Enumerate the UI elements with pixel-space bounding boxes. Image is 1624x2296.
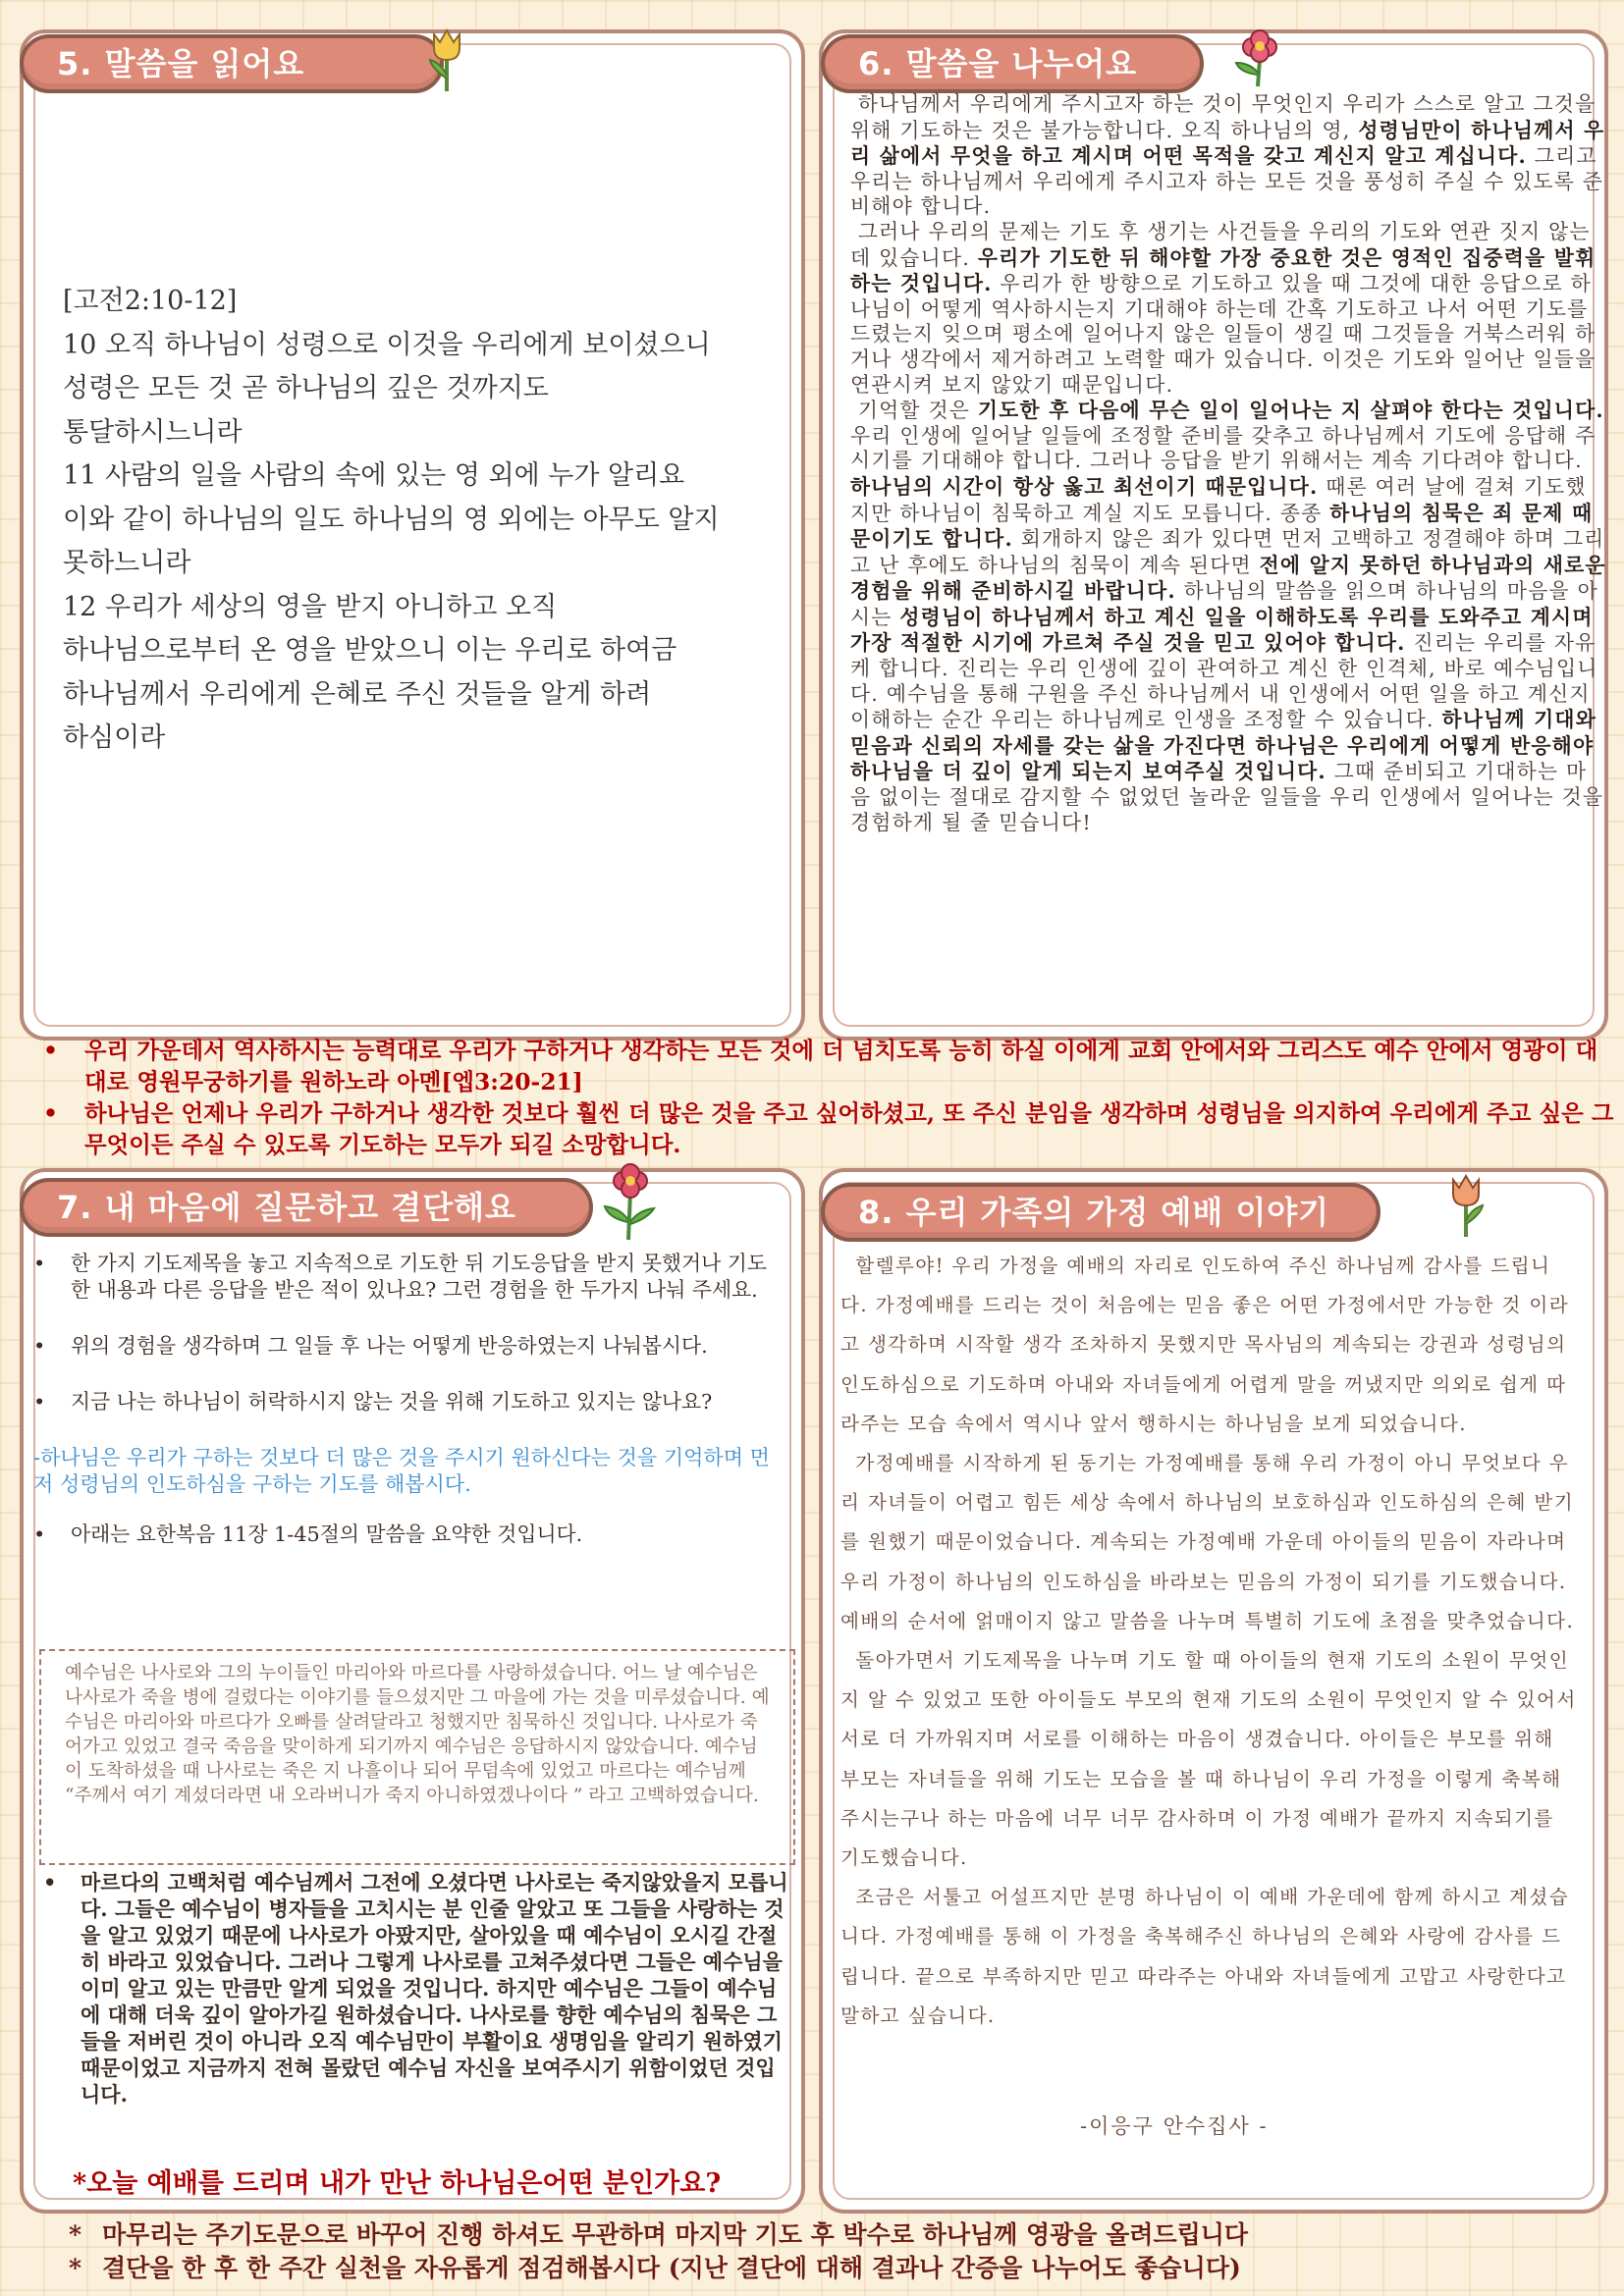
tulip-orange-icon xyxy=(1441,1170,1490,1239)
story-span: 조금은 서툴고 어설프지만 분명 하나님이 이 예배 가운데에 함께 하시고 계셨습니다. 가정예배를 통해 이 가정을 축복해주신 하나님의 은혜와 사랑에 감사를 드립니다. 끝으로 부족하지만 믿고 따라주는 아내와 자녀들에게 고맙고 사랑한다고 말하고 싶습니다. xyxy=(840,1886,1570,2027)
sharing-span: 하나님의 말씀을 읽으며 하나님의 마음을 아시는 xyxy=(850,579,1598,629)
section-title: 6. 말씀을 나누어요 xyxy=(858,45,1138,82)
red-bullet-list xyxy=(43,1035,1614,1160)
sharing-span: 때론 여러 날에 걸쳐 기도했지만 하나님이 침묵하고 계실 지도 모릅니다. 종종 xyxy=(850,474,1587,525)
reflection-text xyxy=(43,1869,799,2108)
footer-note: * 마무리는 주기도문으로 바꾸어 진행 하셔도 무관하며 마지막 기도 후 박수로 하나님께 영광을 올려드립니다 xyxy=(69,2218,1620,2252)
sharing-span: 기억할 것은 xyxy=(857,399,978,423)
prayer-guide-text: -하나님은 우리가 구하는 것보다 더 많은 것을 주시기 원하신다는 것을 기억하며 먼저 성령님의 인도하심을 구하는 기도를 해봅시다. xyxy=(33,1446,770,1496)
sharing-paragraph xyxy=(850,220,1606,398)
story-span: 할렐루야! 우리 가정을 예배의 자리로 인도하여 주신 하나님께 감사를 드립니다. 가정예배를 드리는 것이 처음에는 믿음 좋은 어떤 가정에서만 가능한 것 이라고 생각하며 시작할 생각 조차하지 못했지만 목사님의 계속되는 강권과 성령님의 인도하심으로 기도하며 아내와 자녀들에게 어렵게 말을 꺼냈지만 의외로 쉽게 따라주는 모습 속에서 역시나 앞서 행하시는 하나님을 보게 되었습니다. xyxy=(840,1255,1570,1435)
tab-question-decide xyxy=(20,1178,593,1237)
tab-family-story xyxy=(821,1183,1380,1242)
section-title: 5. 말씀을 읽어요 xyxy=(57,45,305,82)
section-title: 7. 내 마음에 질문하고 결단해요 xyxy=(57,1189,516,1226)
sharing-span: 우리 인생에 일어날 일들에 조정할 준비를 갖추고 하나님께서 기도에 응답해 주시기를 기대해야 합니다. 그러나 응답을 받기 위해서는 계속 기다려야 합니다. xyxy=(850,423,1597,473)
john11-summary-box xyxy=(39,1649,795,1865)
question-item: • 한 가지 기도제목을 놓고 지속적으로 기도한 뒤 기도응답을 받지 못했거나 기도한 내용과 다른 응답을 받은 적이 있나요? 그런 경험을 한 두가지 나눠 주세요. xyxy=(33,1251,780,1304)
question-list xyxy=(33,1251,789,1548)
sharing-bold: 하나님의 시간이 항상 옳고 최선이기 때문입니다. xyxy=(850,473,1319,499)
sharing-span: 그리고 우리는 하나님께서 우리에게 주시고자 하는 모든 것을 풍성히 주실 수 있도록 준비해야 합니다. xyxy=(850,144,1604,219)
sharing-paragraph xyxy=(850,92,1606,220)
sharing-bold: 하나님의 침묵은 죄 문제 때문이기도 합니다. xyxy=(850,500,1594,552)
sharing-span: 그러나 우리의 문제는 기도 후 생기는 사건들을 우리의 기도와 연관 짓지 않는 데 있습니다. xyxy=(850,219,1591,270)
scripture-line: 하나님으로부터 온 영을 받았으니 이는 우리로 하여금 xyxy=(63,635,677,666)
scripture-line: 12 우리가 세상의 영을 받지 아니하고 오직 xyxy=(63,591,558,622)
sharing-span: 회개하지 않은 죄가 있다면 먼저 고백하고 정결해야 하며 그리고 난 후에도 하나님의 침묵이 계속 된다면 xyxy=(850,527,1605,577)
story-paragraph xyxy=(840,1878,1577,2036)
sharing-span: 그때 준비되고 기대하는 마음 없이는 절대로 감지할 수 없었던 놀라운 일들을 우리 인생에서 일어나는 것을 경험하게 될 줄 믿습니다! xyxy=(850,760,1604,834)
sharing-bold: 성령님이 하나님께서 하고 계신 일을 이해하도록 우리를 도와주고 계시며 가장 적절한 시기에 가르쳐 주실 것을 믿고 있어야 합니다. xyxy=(850,604,1594,656)
scripture-line: 성령은 모든 것 곧 하나님의 깊은 것까지도 xyxy=(63,373,549,403)
family-story-text xyxy=(840,1247,1577,2036)
sharing-bold: 성령님만이 하나님께서 우리 삶에서 무엇을 하고 계시며 어떤 목적을 갖고 계신지 알고 계십니다. xyxy=(850,117,1605,169)
sharing-span: 진리는 우리를 자유케 합니다. 진리는 우리 인생에 깊이 관여하고 계신 한 인격체, 바로 예수님입니다. 예수님을 통해 구원을 주신 하나님께서 내 인생에서 어떤 일을 하고 계신지 이해하는 순간 우리는 하나님께로 인생을 조정할 수 있습니다. xyxy=(850,631,1598,732)
sharing-paragraph xyxy=(850,398,1606,835)
scripture-line: 하나님께서 우리에게 은혜로 주신 것들을 알게 하려 xyxy=(63,678,652,710)
story-span: 돌아가면서 기도제목을 나누며 기도 할 때 아이들의 현재 기도의 소원이 무엇인지 알 수 있었고 또한 아이들도 부모의 현재 기도의 소원이 무엇인지 알 수 있어서 서로 더 가까워지며 서로를 이해하는 마음이 생겼습니다. 아이들은 부모를 위해 부모는 자녀들을 위해 기도는 모습을 볼 때 하나님이 우리 가정을 이렇게 축복해 주시는구나 하는 마음에 너무 너무 감사하며 이 가정 예배가 끝까지 지속되기를 기도했습니다. xyxy=(840,1649,1577,1870)
footer-notes xyxy=(69,2218,1620,2285)
reflection-prompt: *오늘 예배를 드리며 내가 만난 하나님은어떤 분인가요? xyxy=(73,2168,722,2199)
story-span: 가정예배를 시작하게 된 동기는 가정예배를 통해 우리 가정이 아니 무엇보다 우리 자녀들이 어렵고 힘든 세상 속에서 하나님의 보호하심과 인도하심의 은혜 받기를 원했기 때문이었습니다. 계속되는 가정예배 가운데 아이들의 믿음이 자라나며 우리 가정이 하나님의 인도하심을 바라보는 믿음의 가정이 되기를 기도했습니다. 예배의 순서에 얽매이지 않고 말씀을 나누며 특별히 기도에 초점을 맞추었습니다. xyxy=(840,1452,1575,1632)
sharing-bold: 우리가 기도한 뒤 해야할 가장 중요한 것은 영적인 집중력을 발휘하는 것입니다. xyxy=(850,244,1597,296)
sharing-bold: 기도한 후 다음에 무슨 일이 일어나는 지 살펴야 한다는 것입니다. xyxy=(977,398,1604,423)
scripture-line: 이와 같이 하나님의 일도 하나님의 영 외에는 아무도 알지 xyxy=(63,504,720,535)
tab-share-word xyxy=(821,34,1204,93)
question-item: • 지금 나는 하나님이 허락하시지 않는 것을 위해 기도하고 있지는 않나요? xyxy=(33,1389,780,1415)
flower-pink-icon xyxy=(1232,29,1291,88)
footer-note: * 결단을 한 후 한 주간 실천을 자유롭게 점검해봅시다 (지난 결단에 대해 결과나 간증을 나누어도 좋습니다) xyxy=(69,2252,1620,2285)
sharing-span: 하나님께서 우리에게 주시고자 하는 것이 무엇인지 우리가 스스로 알고 그것을 위해 기도하는 것은 불가능합니다. 오직 하나님의 영, xyxy=(850,92,1597,142)
story-paragraph xyxy=(840,1444,1577,1641)
question-item: • 위의 경험을 생각하며 그 일들 후 나는 어떻게 반응하였는지 나눠봅시다. xyxy=(33,1333,780,1360)
scripture-line: 10 오직 하나님이 성령으로 이것을 우리에게 보이셨으니 xyxy=(63,329,711,360)
section-title: 8. 우리 가족의 가정 예배 이야기 xyxy=(858,1194,1330,1231)
scripture-line: 하심이라 xyxy=(63,722,166,753)
sharing-text xyxy=(850,92,1606,835)
story-paragraph xyxy=(840,1641,1577,1878)
scripture-text xyxy=(63,280,770,761)
scripture-line: 통달하시느니라 xyxy=(63,416,243,448)
question-item: • 마르다의 고백처럼 예수님께서 그전에 오셨다면 나사로는 죽지않았을지 모릅니다. 그들은 예수님이 병자들을 고치시는 분 인줄 알았고 또 그들을 사랑하는 것을 알고 있었기 때문에 나사로가 아팠지만, 살아있을 때 예수님이 오시길 간절히 바라고 있었습니다. 그러나 그렇게 나사로를 고쳐주셨다면 그들은 예수님을 이미 알고 있는 만큼만 알게 되었을 것입니다. 하지만 예수님은 그들이 예수님에 대해 더욱 깊이 알아가길 원하셨습니다. 나사로를 향한 예수님의 침묵은 그들을 저버린 것이 아니라 오직 예수님만이 부활이요 생명임을 알리기 원하였기 때문이었고 지금까지 전혀 몰랐던 예수님 자신을 보여주시기 위함이었던 것입니다. xyxy=(43,1869,789,2108)
tulip-yellow-icon xyxy=(422,25,471,93)
sharing-bold: 전에 알지 못하던 하나님과의 새로운 경험을 위해 준비하시길 바랍니다. xyxy=(850,552,1606,604)
tab-read-word xyxy=(20,34,444,93)
sharing-span: 우리가 한 방향으로 기도하고 있을 때 그것에 대한 응답으로 하나님이 어떻게 역사하시는지 기대해야 하는데 간혹 기도하고 나서 어떤 기도를 드렸는지 잊으며 평소에 일어나지 않은 일들이 생길 때 그것들을 거북스러워 하거나 생각에서 제거하려고 노력할 때가 있습니다. 이것은 기도와 일어난 일들을 연관시켜 보지 않았기 때문입니다. xyxy=(850,272,1597,397)
sharing-bold: 하나님께 기대와 믿음과 신뢰의 자세를 갖는 삶을 가진다면 하나님은 우리에게 어떻게 반응해야 하나님을 더 깊이 알게 되는지 보여주실 것입니다. xyxy=(850,707,1597,784)
story-paragraph xyxy=(840,1247,1577,1444)
red-bullet-item: • 우리 가운데서 역사하시는 능력대로 우리가 구하거나 생각하는 모든 것에 더 넘치도록 능히 하실 이에게 교회 안에서와 그리스도 예수 안에서 영광이 대대로 영원무궁하기를 원하노라 아멘[엡3:20-21] xyxy=(43,1035,1614,1097)
scripture-ref: [고전2:10-12] xyxy=(63,286,238,316)
flower-red-icon xyxy=(601,1163,660,1242)
story-signature: -이응구 안수집사 - xyxy=(1080,2114,1269,2138)
red-bullet-item: • 하나님은 언제나 우리가 구하거나 생각한 것보다 훨씬 더 많은 것을 주고 싶어하셨고, 또 주신 분임을 생각하며 성령님을 의지하여 우리에게 주고 싶은 그 무엇이든 주실 수 있도록 기도하는 모두가 되길 소망합니다. xyxy=(43,1097,1614,1160)
summary-text: 예수님은 나사로와 그의 누이들인 마리아와 마르다를 사랑하셨습니다. 어느 날 예수님은 나사로가 죽을 병에 걸렸다는 이야기를 들으셨지만 그 마을에 가는 것을 미루셨습니다. 예수님은 마리아와 마르다가 오빠를 살려달라고 청했지만 침묵하신 것입니다. 나사로가 죽어가고 있었고 결국 죽음을 맞이하게 되기까지 예수님은 응답하시지 않았습니다. 예수님이 도착하셨을 때 나사로는 죽은 지 나흘이나 되어 무덤속에 있었고 마르다는 예수님께 “주께서 여기 계셨더라면 내 오라버니가 죽지 아니하였겠나이다 ” 라고 고백하였습니다. xyxy=(65,1663,770,1806)
scripture-line: 11 사람의 일을 사람의 속에 있는 영 외에 누가 알리요 xyxy=(63,460,685,491)
question-item: • 아래는 요한복음 11장 1-45절의 말씀을 요약한 것입니다. xyxy=(33,1522,780,1548)
scripture-line: 못하느니라 xyxy=(63,548,191,578)
